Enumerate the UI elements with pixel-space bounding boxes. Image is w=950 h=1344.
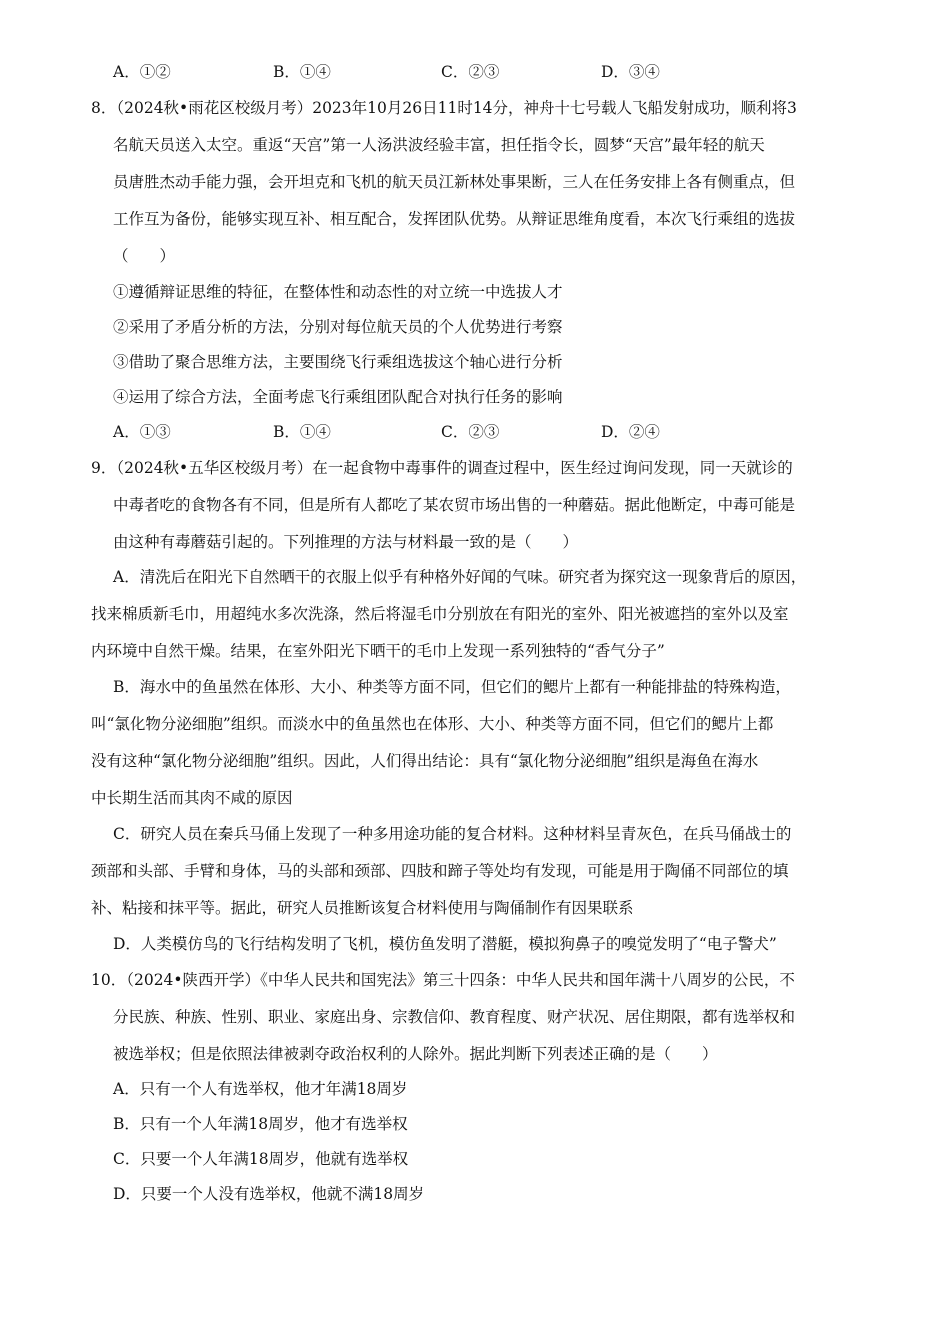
- q7-option-b: B．①④: [273, 63, 331, 81]
- q9-option-c-line: 颈部和头部、手臂和身体，马的头部和颈部、四肢和蹄子等处均有发现，可能是用于陶俑不同部位的填: [91, 862, 789, 880]
- q10-stem-line: 分民族、种族、性别、职业、家庭出身、宗教信仰、教育程度、财产状况、居住期限，都有选举权和: [113, 1008, 796, 1026]
- q8-stem-line: 工作互为备份，能够实现互补、相互配合，发挥团队优势。从辩证思维角度看，本次飞行乘组的选拔: [113, 210, 796, 228]
- q8-statement-1: ①遵循辩证思维的特征，在整体性和动态性的对立统一中选拔人才: [113, 283, 563, 301]
- q10-option-d: D．只要一个人没有选举权，他就不满18周岁: [113, 1185, 425, 1203]
- q9-option-c-line: C．研究人员在秦兵马俑上发现了一种多用途功能的复合材料。这种材料呈青灰色，在兵马俑战士的: [113, 825, 792, 843]
- q8-statement-3: ③借助了聚合思维方法，主要围绕飞行乘组选拔这个轴心进行分析: [113, 353, 563, 371]
- q9-stem-line: 9．（2024秋•五华区校级月考）在一起食物中毒事件的调查过程中，医生经过询问发现，同一天就诊的: [91, 459, 793, 477]
- q8-statement-2: ②采用了矛盾分析的方法，分别对每位航天员的个人优势进行考察: [113, 318, 563, 336]
- q7-option-d: D．③④: [601, 63, 660, 81]
- q10-stem-line: 10．（2024•陕西开学）《中华人民共和国宪法》第三十四条：中华人民共和国年满十八周岁的公民，不: [91, 971, 795, 989]
- q10-option-a: A．只有一个人有选举权，他才年满18周岁: [113, 1080, 408, 1098]
- q7-option-a: A．①②: [113, 63, 171, 81]
- q9-option-a-line: A．清洗后在阳光下自然晒干的衣服上似乎有种格外好闻的气味。研究者为探究这一现象背后的原因，: [113, 568, 807, 586]
- q9-option-d: D．人类模仿鸟的飞行结构发明了飞机，模仿鱼发明了潜艇，模拟狗鼻子的嗅觉发明了“电子警犬”: [113, 935, 777, 953]
- q9-option-a-line: 内环境中自然干燥。结果，在室外阳光下晒干的毛巾上发现一系列独特的“香气分子”: [91, 642, 665, 660]
- q8-option-a: A．①③: [113, 423, 171, 441]
- q8-option-c: C．②③: [441, 423, 500, 441]
- q9-stem-line: 中毒者吃的食物各有不同，但是所有人都吃了某农贸市场出售的一种蘑菇。据此他断定，中毒可能是: [113, 496, 796, 514]
- q7-options: [113, 61, 813, 83]
- q8-stem-line: 员唐胜杰动手能力强，会开坦克和飞机的航天员江新林处事果断，三人在任务安排上各有侧重点，但: [113, 173, 796, 191]
- q9-option-b-line: 中长期生活而其肉不咸的原因: [91, 789, 293, 807]
- q10-stem-line: 被选举权；但是依照法律被剥夺政治权利的人除外。据此判断下列表述正确的是（ ）: [113, 1045, 718, 1063]
- q9-option-c-line: 补、粘接和抹平等。据此，研究人员推断该复合材料使用与陶俑制作有因果联系: [91, 899, 634, 917]
- q9-option-a-line: 找来棉质新毛巾，用超纯水多次洗涤，然后将湿毛巾分别放在有阳光的室外、阳光被遮挡的室外以及室: [91, 605, 789, 623]
- q8-options: [113, 421, 813, 443]
- q8-stem-line: 名航天员送入太空。重返“天宫”第一人汤洪波经验丰富，担任指令长，圆梦“天宫”最年轻的航天: [113, 136, 765, 154]
- q8-stem-line: 8．（2024秋•雨花区校级月考）2023年10月26日11时14分，神舟十七号载人飞船发射成功，顺利将3: [91, 99, 797, 117]
- q8-statement-4: ④运用了综合方法，全面考虑飞行乘组团队配合对执行任务的影响: [113, 388, 563, 406]
- q10-option-b: B．只有一个人年满18周岁，他才有选举权: [113, 1115, 408, 1133]
- q7-option-c: C．②③: [441, 63, 500, 81]
- q8-option-d: D．②④: [601, 423, 660, 441]
- q8-answer-blank: （ ）: [113, 247, 176, 265]
- q10-option-c: C．只要一个人年满18周岁，他就有选举权: [113, 1150, 409, 1168]
- q9-option-b-line: B．海水中的鱼虽然在体形、大小、种类等方面不同，但它们的鳃片上都有一种能排盐的特殊构造，: [113, 678, 791, 696]
- q8-option-b: B．①④: [273, 423, 331, 441]
- q9-option-b-line: 没有这种“氯化物分泌细胞”组织。因此，人们得出结论：具有“氯化物分泌细胞”组织是海鱼在海水: [91, 752, 759, 770]
- q9-option-b-line: 叫“氯化物分泌细胞”组织。而淡水中的鱼虽然也在体形、大小、种类等方面不同，但它们的鳃片上都: [91, 715, 774, 733]
- q9-stem-line: 由这种有毒蘑菇引起的。下列推理的方法与材料最一致的是（ ）: [113, 533, 579, 551]
